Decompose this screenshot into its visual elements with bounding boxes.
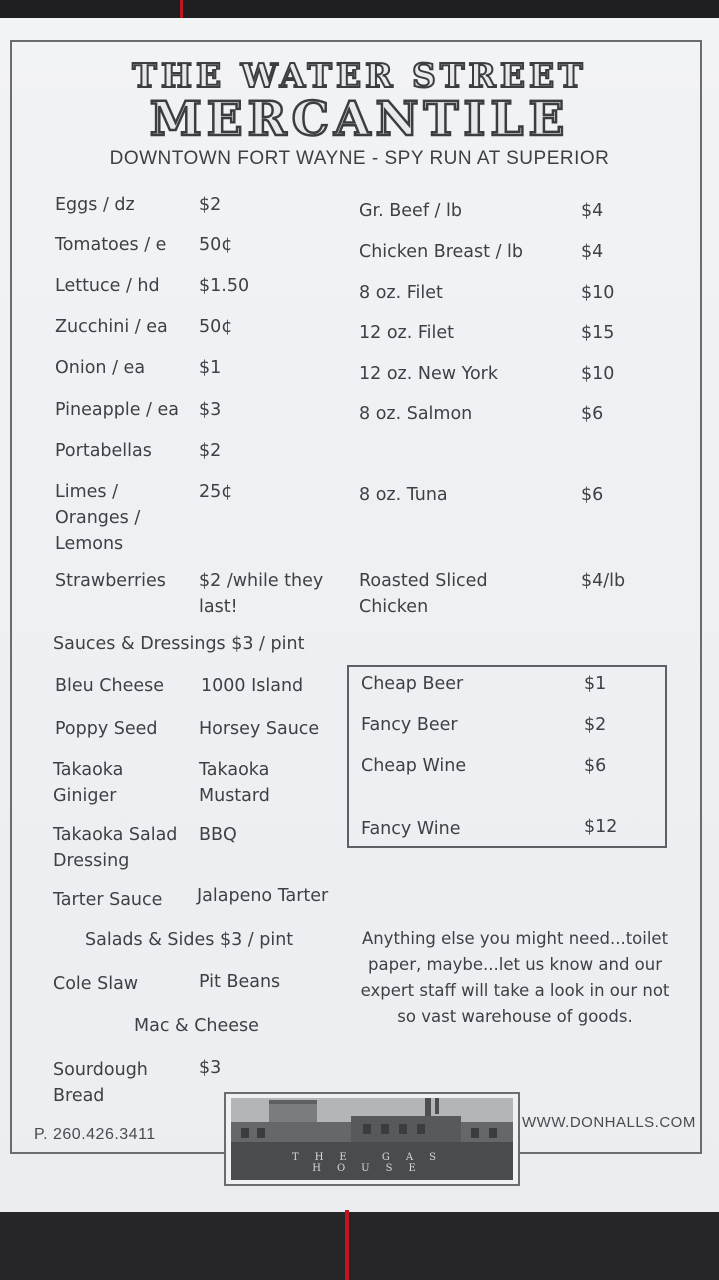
title-line-1: THE WATER STREET <box>132 56 587 95</box>
meat-item: 12 oz. New York <box>359 364 498 384</box>
meat-price: $4/lb <box>581 571 626 591</box>
produce-price: 50¢ <box>199 235 233 255</box>
sauce-item: Takaoka Giniger <box>53 760 124 806</box>
meat-item: 8 oz. Filet <box>359 283 443 303</box>
anything-else-note: Anything else you might need...toilet paper, maybe...let us know and our expert staff will take a look in our not so vast warehouse of goods. <box>360 929 670 1026</box>
photo-caption: THE GAS HOUSE <box>292 1152 452 1174</box>
produce-item: Limes / Oranges / Lemons <box>55 482 141 554</box>
sauce-item: 1000 Island <box>201 676 304 696</box>
produce-price: $2 <box>199 195 222 215</box>
meat-item: 8 oz. Tuna <box>359 485 448 505</box>
sauce-item: Bleu Cheese <box>55 676 165 696</box>
meat-item: Roasted Sliced Chicken <box>359 571 488 617</box>
produce-item: Eggs / dz <box>55 195 135 215</box>
drink-price: $12 <box>584 817 618 837</box>
drink-item: Fancy Wine <box>361 819 461 839</box>
produce-price: $2 /while they last! <box>199 571 324 617</box>
sauce-item: Poppy Seed <box>55 719 158 739</box>
red-thread-bottom <box>345 1210 349 1280</box>
meat-item: Gr. Beef / lb <box>359 201 462 221</box>
bread-price: $3 <box>199 1058 222 1078</box>
side-item: Pit Beans <box>199 972 281 992</box>
meat-price: $15 <box>581 323 615 343</box>
side-item: Mac & Cheese <box>134 1016 259 1036</box>
side-item: Cole Slaw <box>53 974 139 994</box>
produce-price: 50¢ <box>199 317 233 337</box>
sauce-item: Tarter Sauce <box>53 890 163 910</box>
sides-heading: Salads & Sides $3 / pint <box>85 930 294 950</box>
produce-item: Tomatoes / e <box>55 235 167 255</box>
meat-item: Chicken Breast / lb <box>359 242 524 262</box>
gas-house-photo <box>231 1098 513 1180</box>
sauce-item: Takaoka Salad Dressing <box>53 825 178 871</box>
drink-price: $1 <box>584 674 607 694</box>
bread-item: Sourdough Bread <box>53 1060 148 1106</box>
produce-price: $1.50 <box>199 276 250 296</box>
produce-item: Lettuce / hd <box>55 276 160 296</box>
produce-item: Pineapple / ea <box>55 400 179 420</box>
produce-item: Onion / ea <box>55 358 146 378</box>
meat-price: $4 <box>581 201 604 221</box>
drink-item: Fancy Beer <box>361 715 458 735</box>
produce-item: Zucchini / ea <box>55 317 168 337</box>
subtitle: DOWNTOWN FORT WAYNE - SPY RUN AT SUPERIOR <box>109 148 610 169</box>
drink-price: $6 <box>584 756 607 776</box>
red-thread-top <box>180 0 183 20</box>
sauces-heading: Sauces & Dressings $3 / pint <box>53 634 305 654</box>
phone-number: P. 260.426.3411 <box>34 1126 156 1143</box>
meat-price: $4 <box>581 242 604 262</box>
meat-price: $6 <box>581 404 604 424</box>
produce-item: Strawberries <box>55 571 166 591</box>
meat-item: 8 oz. Salmon <box>359 404 473 424</box>
meat-item: 12 oz. Filet <box>359 323 454 343</box>
meat-price: $10 <box>581 364 615 384</box>
sauce-item: BBQ <box>199 825 237 845</box>
drink-item: Cheap Wine <box>361 756 467 776</box>
background-bottom <box>0 1212 719 1280</box>
produce-item: Portabellas <box>55 441 152 461</box>
meat-price: $6 <box>581 485 604 505</box>
sauce-item: Horsey Sauce <box>199 719 320 739</box>
produce-price: 25¢ <box>199 482 233 502</box>
produce-price: $3 <box>199 400 222 420</box>
sauce-item: Jalapeno Tarter <box>197 886 329 906</box>
website: WWW.DONHALLS.COM <box>522 1114 696 1131</box>
title-line-2: MERCANTILE <box>149 92 570 147</box>
meat-price: $10 <box>581 283 615 303</box>
drink-item: Cheap Beer <box>361 674 464 694</box>
produce-price: $1 <box>199 358 222 378</box>
produce-price: $2 <box>199 441 222 461</box>
sauce-item: Takaoka Mustard <box>199 760 270 806</box>
drink-price: $2 <box>584 715 607 735</box>
